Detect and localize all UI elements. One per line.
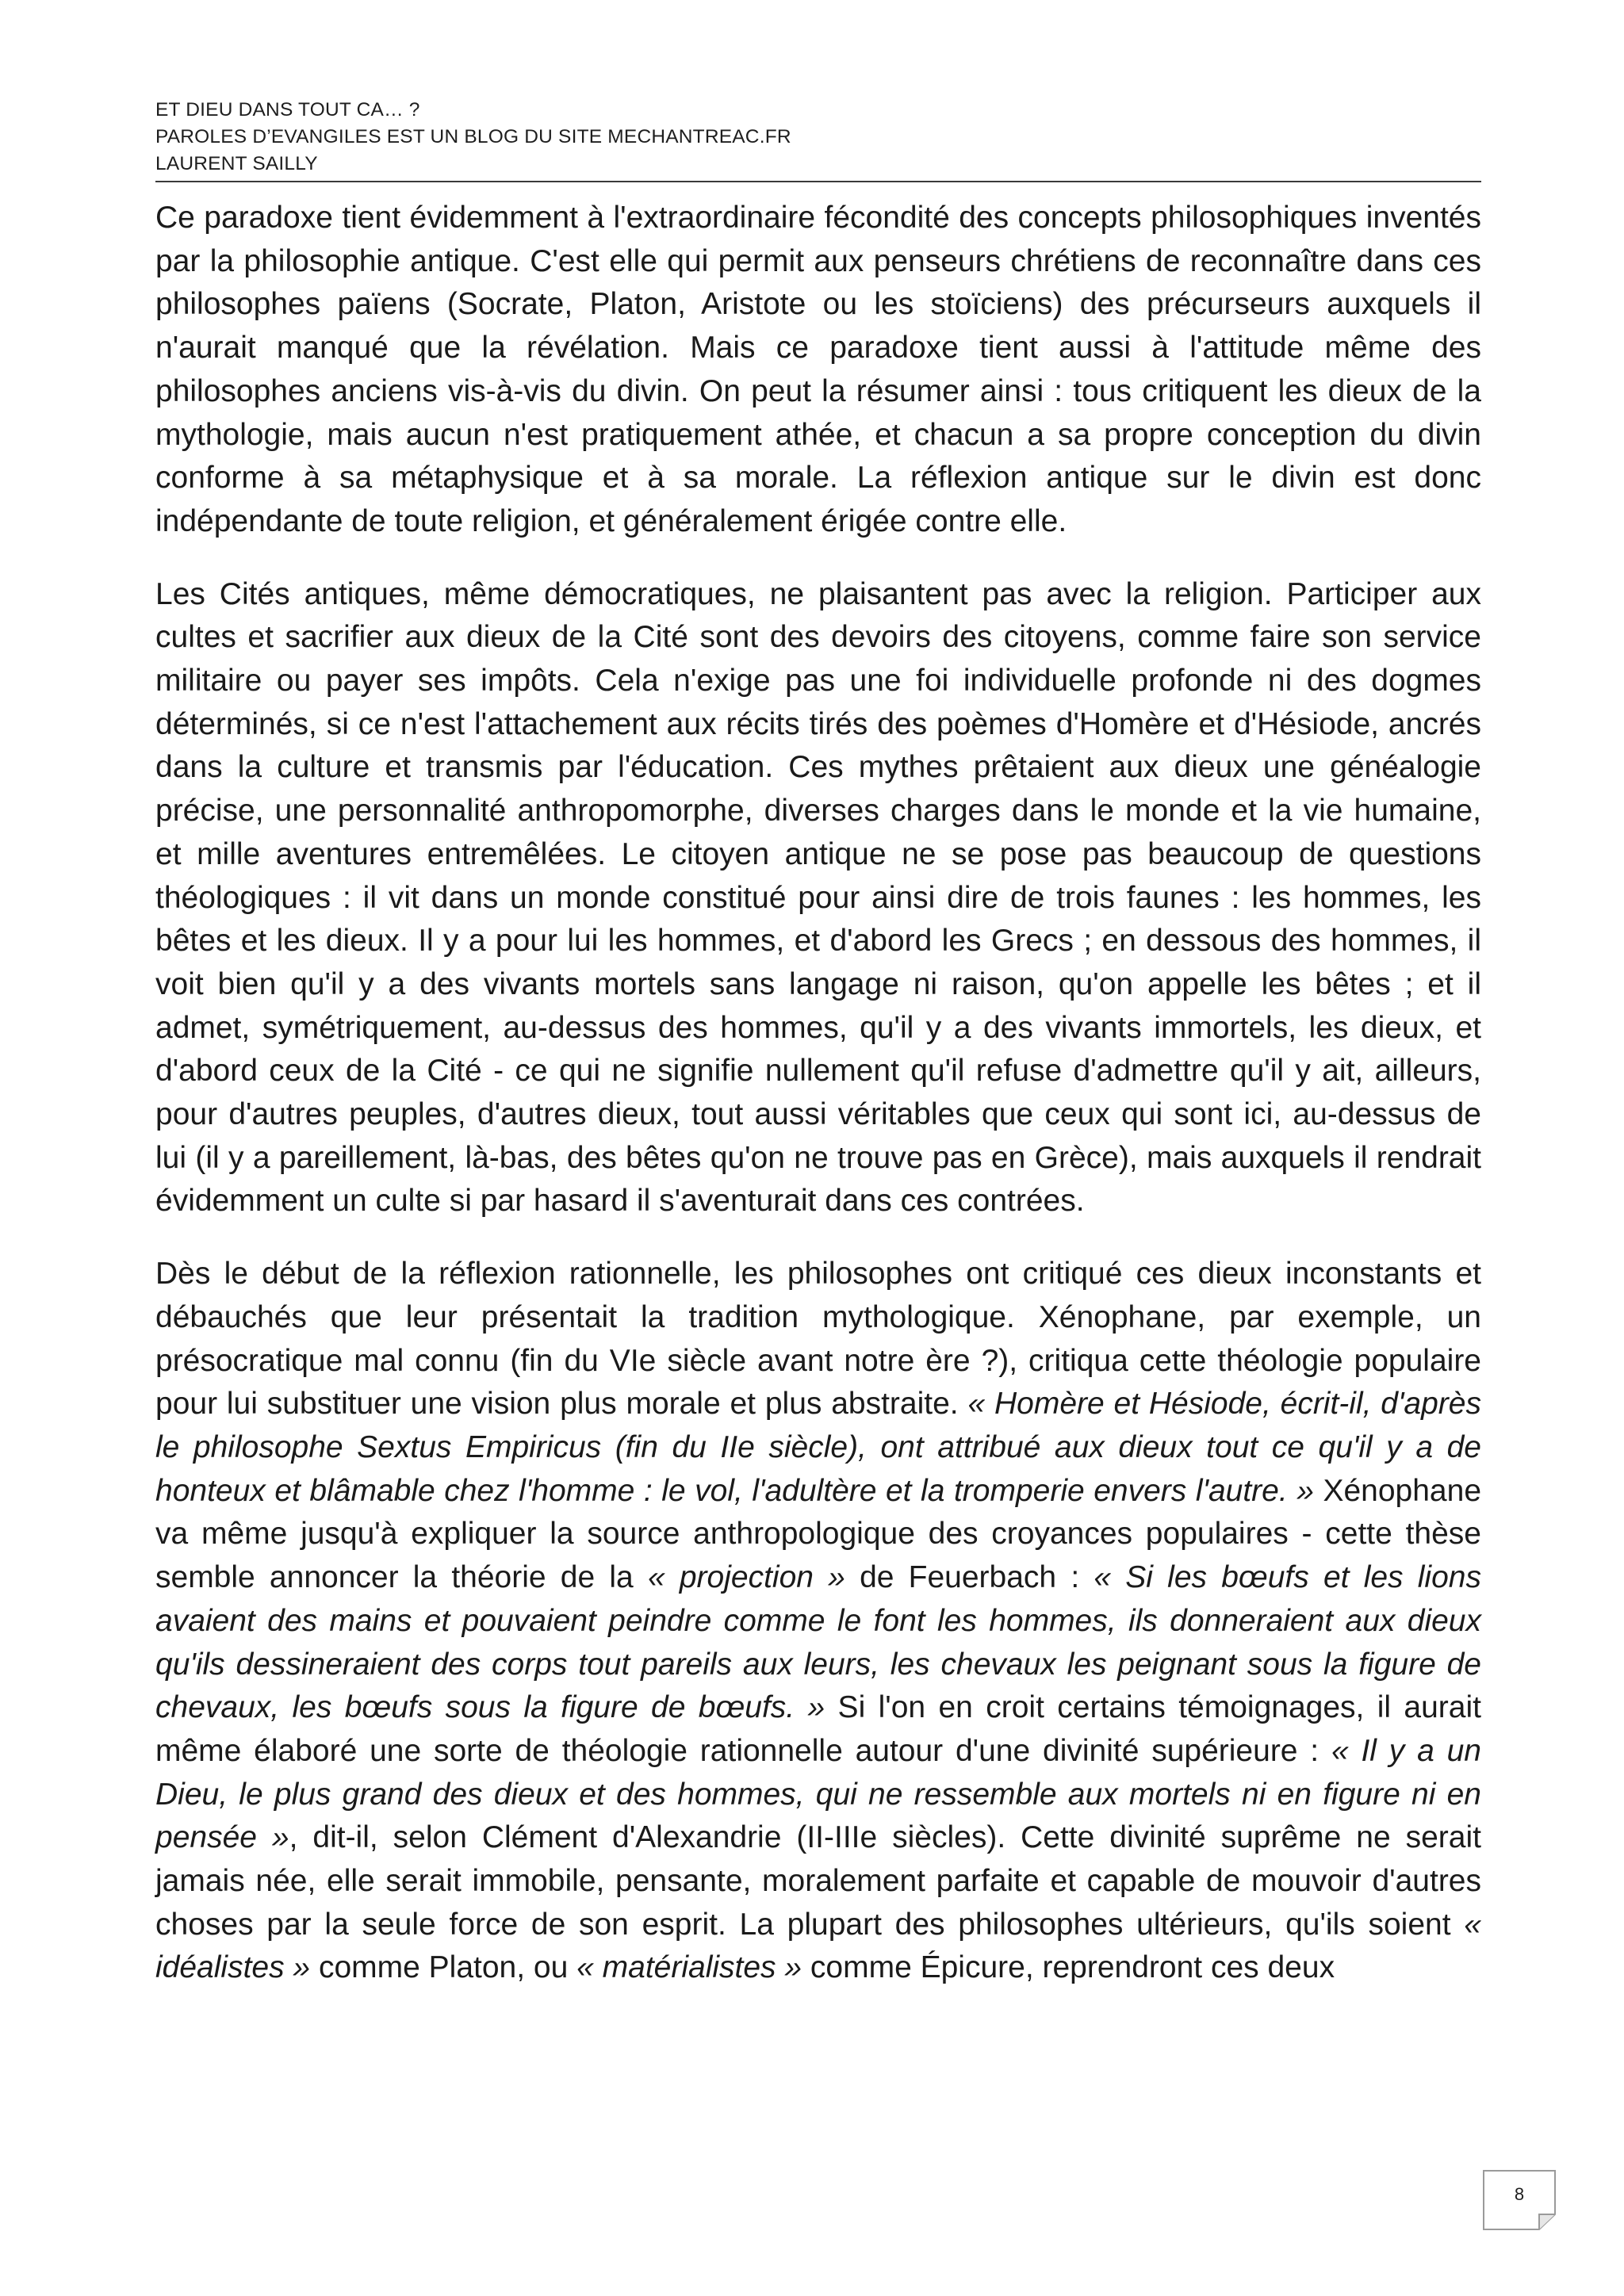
paragraph-3: [155, 1253, 1481, 1990]
paragraph-text: Xénophane va même jusqu'à expliquer la source anthropologique des croyances populaires - cette thèse semble annoncer la théorie de la: [155, 1473, 1482, 1595]
paragraph-text: Les Cités antiques, même démocratiques, ne plaisantent pas avec la religion. Participer aux cultes et sacrifier aux dieux de la Cité sont des devoirs des citoyens, comme faire son service militaire ou payer ses impôts. Cela n'exige pas une foi individuelle profonde ni des dogmes déterminés, si ce n'est l'attachement aux récits tirés des poèmes d'Homère et d'Hésiode, ancrés dans la culture et transmis par l'éducation. Ces mythes prêtaient aux dieux une généalogie précise, une personnalité anthropomorphe, diverses charges dans le monde et la vie humaine, et mille aventures entremêlées. Le citoyen antique ne se pose pas beaucoup de questions théologiques : il vit dans un monde constitué pour ainsi dire de trois faunes : les hommes, les bêtes et les dieux. Il y a pour lui les hommes, et d'abord les Grecs ; en dessous des hommes, il voit bien qu'il y a des vivants mortels sans langage ni raison, qu'on appelle les bêtes ; et il admet, symétriquement, au-dessus des hommes, qu'il y a des vivants immortels, les dieux, et d'abord ceux de la Cité - ce qui ne signifie nullement qu'il refuse d'admettre qu'il y ait, ailleurs, pour d'autres peuples, d'autres dieux, tout aussi véritables que ceux qui sont ici, au-dessus de lui (il y a pareillement, là-bas, des bêtes qu'on ne trouve pas en Grèce), mais auxquels il rendrait évidemment un culte si par hasard il s'aventurait dans ces contrées.: [155, 576, 1481, 1219]
header-title: ET DIEU DANS TOUT CA… ?: [155, 99, 420, 121]
paragraph-text: comme Platon, ou: [310, 1950, 577, 1985]
paragraph-text: Si l'on en croit certains témoignages, il aurait même élaboré une sorte de théologie rationnelle autour d'une divinité supérieure :: [155, 1690, 1481, 1768]
page-number: 8: [1514, 2184, 1525, 2204]
quote-projection: « projection »: [647, 1560, 845, 1595]
paragraph-2: [155, 573, 1481, 1224]
paragraph-text: , dit-il, selon Clément d'Alexandrie (II-IIIe siècles). Cette divinité suprême ne serait jamais née, elle serait immobile, pensante, moralement parfaite et capable de mouvoir d'autres choses par la seule force de son esprit. La plupart des philosophes ultérieurs, qu'ils soient: [155, 1820, 1481, 1942]
paragraph-text: Ce paradoxe tient évidemment à l'extraordinaire fécondité des concepts philosophiques inventés par la philosophie antique. C'est elle qui permit aux penseurs chrétiens de reconnaître dans ces philosophes païens (Socrate, Platon, Aristote ou les stoïciens) des précurseurs auxquels il n'aurait manqué que la révélation. Mais ce paradoxe tient aussi à l'attitude même des philosophes anciens vis-à-vis du divin. On peut la résumer ainsi : tous critiquent les dieux de la mythologie, mais aucun n'est pratiquement athée, et chacun a sa propre conception du divin conforme à sa métaphysique et à sa morale. La réflexion antique sur le divin est donc indépendante de toute religion, et généralement érigée contre elle.: [155, 201, 1481, 538]
page-number-badge: [1483, 2170, 1556, 2230]
body-text: [155, 197, 1481, 1990]
header-author: LAURENT SAILLY: [155, 153, 318, 174]
header-blog-line: PAROLES D’EVANGILES EST UN BLOG DU SITE MECHANTREAC.FR: [155, 126, 791, 147]
paragraph-text: de Feuerbach :: [845, 1560, 1094, 1595]
paragraph-text: comme Épicure, reprendront ces deux: [802, 1950, 1335, 1985]
quote-un-dieu: « Il y a un Dieu, le plus grand des dieux et des hommes, qui ne ressemble aux mortels ni en figure ni en pensée »: [155, 1733, 1481, 1855]
quote-boeufs-lions: « Si les bœufs et les lions avaient des mains et pouvaient peindre comme le font les hommes, ils donneraient aux dieux qu'ils dessineraient des corps tout pareils aux leurs, les chevaux les peignant sous la figure de chevaux, les bœufs sous la figure de bœufs. »: [155, 1560, 1481, 1725]
quote-homere-hesiode: « Homère et Hésiode, écrit-il, d'après le philosophe Sextus Empiricus (fin du IIe siècle), ont attribué aux dieux tout ce qu'il y a de honteux et blâmable chez l'homme : le vol, l'adultère et la tromperie envers l'autre. »: [155, 1387, 1481, 1508]
quote-materialistes: « matérialistes »: [576, 1950, 802, 1985]
page-header: [155, 97, 1481, 182]
paragraph-text: Dès le début de la réflexion rationnelle, les philosophes ont critiqué ces dieux inconstants et débauchés que leur présentait la tradition mythologique. Xénophane, par exemple, un présocratique mal connu (fin du VIe siècle avant notre ère ?), critiqua cette théologie populaire pour lui substituer une vision plus morale et plus abstraite.: [155, 1257, 1481, 1422]
quote-idealistes: « idéalistes »: [155, 1907, 1481, 1985]
paragraph-1: [155, 197, 1481, 544]
